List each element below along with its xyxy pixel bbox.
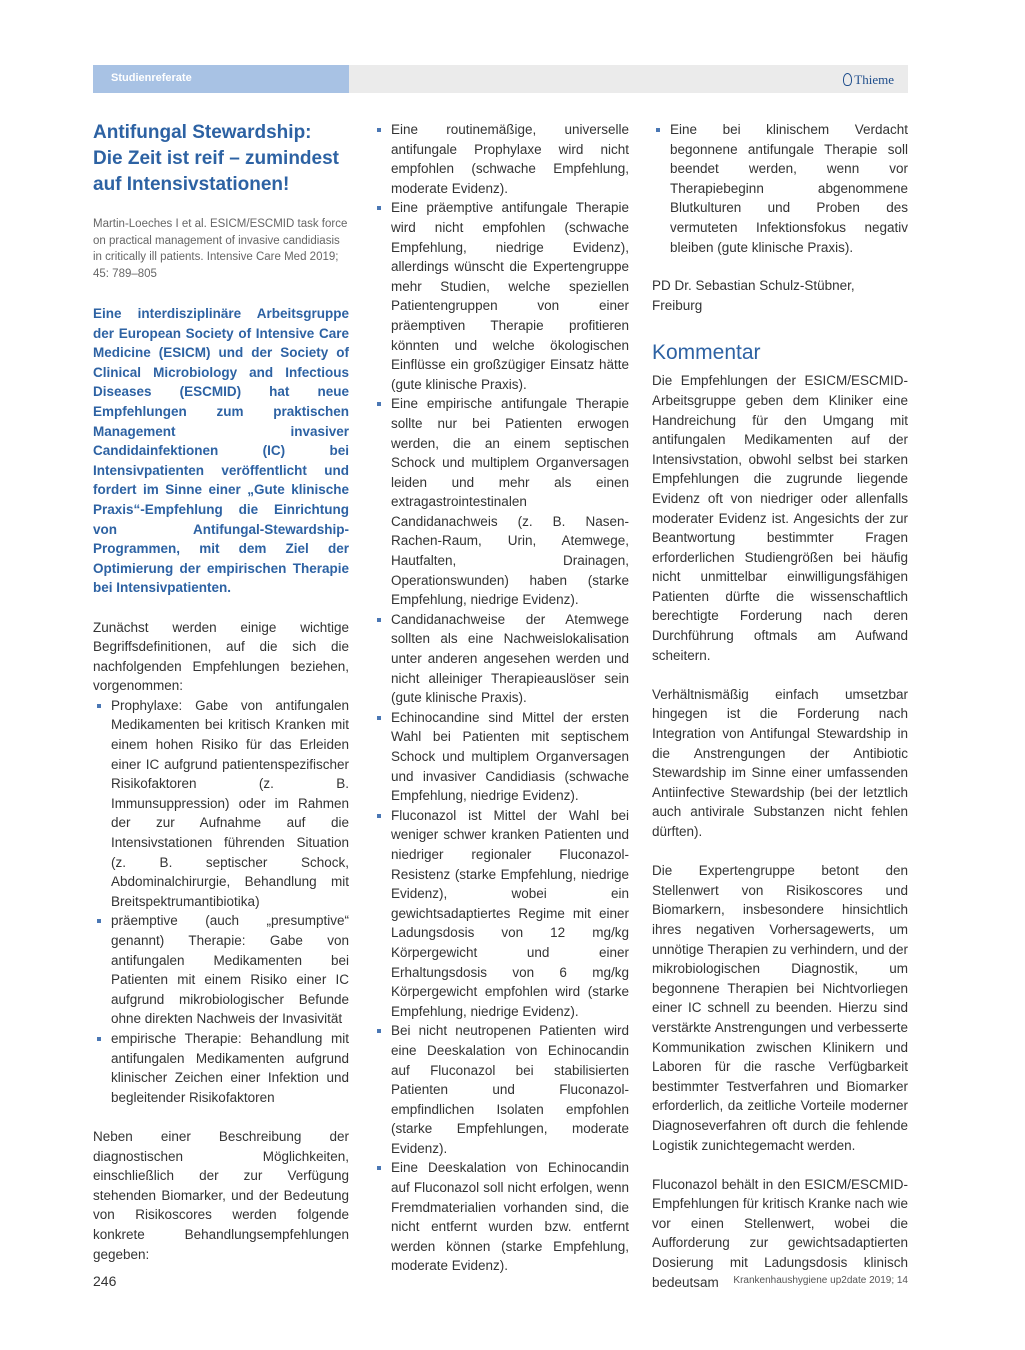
column-2 [373,120,629,1276]
commentary-paragraph: Die Expertengruppe betont den Stellenwert von Risikoscores und Biomarkern, insbesondere hinsichtlich ihres negativen Vorhersagewerts, um unnötige Therapien zu verhindern, und der mikrobiologischen Diagnostik, um begonnene Therapien bei Nichtvorliegen einer IC schnell zu beenden. Hierzu sind verstärkte Anstrengungen und verbesserte Kommunikation zwischen Klinikern und Laboren für die rasche Verfügbarkeit bestimmter Testverfahren und Biomarker erforderlich, da zeitliche Vorteile moderner Diagnoseverfahren oft durch die fehlende Logistik zunichtegemacht werden. [652,863,908,1153]
list-item: Eine bei klinischem Verdacht begonnene antifungale Therapie soll beendet werden, wenn vor Therapiebeginn abgenommene Blutkulturen und Proben des vermuteten Infektionsfokus negativ bleiben (gute klinische Praxis). [652,120,908,257]
thieme-logo-icon [843,73,852,86]
title-line: auf Intensivstationen! [93,174,290,195]
list-item: Fluconazol ist Mittel der Wahl bei weniger schwer kranken Patienten und niedriger regionaler Fluconazol-Resistenz (starke Empfehlung, niedrige Evidenz), wobei ein gewichtsadaptiertes Regime mit einer Ladungsdosis von 12 mg/kg Körpergewicht und einer Erhaltungsdosis von 6 mg/kg Körpergewicht empfohlen wird (starke Empfehlung, niedrige Evidenz). [373,806,629,1022]
article-abstract: Eine interdisziplinäre Arbeitsgruppe der European Society of Intensive Care Medicine (ESICM) und der Society of Clinical Microbiology and Infectious Diseases (ESCMID) hat neue Empfehlungen zum praktischen Management invasiver Candidainfektionen (IC) bei Intensivpatienten veröffentlicht und fordert im Sinne einer „Gute klinische Praxis“-Empfehlung die Einrichtung von Antifungal-Stewardship-Programmen, mit dem Ziel der Optimierung der empirischen Therapie bei Intensivpatienten. [93,306,349,596]
bridge-paragraph: Neben einer Beschreibung der diagnostischen Möglichkeiten, einschließlich der zur Verfügung stehenden Biomarker, und der Bedeutung von Risikoscores werden folgende konkrete Behandlungsempfehlungen gegeben: [93,1128,349,1262]
article-title [93,120,349,198]
title-line: Die Zeit ist reif – zumindest [93,148,339,169]
section-header-bar [93,65,349,93]
journal-citation: Krankenhaushygiene up2date 2019; 14 [733,1275,908,1286]
recommendations-list [373,120,629,1276]
list-item: präemptive (auch „presumptive“ genannt) Therapie: Gabe von antifungalen Medikamenten bei Patienten mit einem Risiko einer IC aufgrund mikrobiologischer Befunde ohne direkten Nachweis der Invasivität [93,911,349,1029]
commentary-paragraph: Fluconazol behält in den ESICM/ESCMID-Empfehlungen für kritisch Kranke nach wie vor einen Stellenwert, wobei die Aufforderung zur gewichtsadaptierten Dosierung mit Ladungsdosis klinisch bedeutsam [652,1176,908,1290]
list-item: Bei nicht neutropenen Patienten wird eine Deeskalation von Echinocandin auf Fluconazol bei stabilisierten Patienten und Fluconazol-empfindlichen Isolaten empfohlen (starke Empfehlungen, moderate Evidenz). [373,1021,629,1158]
article-reference: Martin-Loeches I et al. ESICM/ESCMID task force on practical management of invasive candidiasis in critically ill patients. Intensive Care Med 2019; 45: 789–805 [93,218,348,280]
definitions-list [93,696,349,1107]
commentary-paragraph: Verhältnismäßig einfach umsetzbar hingegen ist die Forderung nach Integration von Antifungal Stewardship in die Anstrengungen der Antibiotic Stewardship im Sinne einer umfassenden Antiinfective Stewardship (bei der letztlich auch antivirale Substanzen nicht fehlen dürften). [652,686,908,839]
title-line: Antifungal Stewardship: [93,122,312,143]
page-number: 246 [93,1273,117,1289]
publisher-logo [843,72,894,88]
list-item: Eine empirische antifungale Therapie sollte nur bei Patienten erwogen werden, die an einem septischen Schock und multiplem Organversagen leiden und mehr als einen extragastrointestinalen Candidanachweis (z. B. Nasen-Rachen-Raum, Urin, Atemwege, Hautfalten, Drainagen, Operationswunden) haben (starke Empfehlung, niedrige Evidenz). [373,394,629,610]
publisher-name: Thieme [854,72,894,87]
commentary-paragraph: Die Empfehlungen der ESICM/ESCMID-Arbeitsgruppe geben dem Kliniker eine Handreichung für den Umgang mit antifungalen Medikamenten auf der Intensivstation, obwohl selbst bei starken Empfehlungen die zugrunde liegende Evidenz oft von niedriger oder allenfalls moderater Evidenz ist. Angesichts der zur Beantwortung bestimmter Fragen erforderlichen Studiengrößen bei häufig nicht unmittelbar einwilligungsfähigen Patienten dürfte die wissenschaftlich berechtigte Forderung nach deren Durchführung oftmals am Aufwand scheitern. [652,373,908,663]
list-item: Eine präemptive antifungale Therapie wird nicht empfohlen (schwache Empfehlung, niedrige Evidenz), allerdings wünscht die Expertengruppe mehr Studien, welche speziellen Patientengruppen von einer präemptiven Therapie profitieren könnten und welche ökologischen Einflüsse ein großzügiger Einsatz hätte (gute klinische Praxis). [373,198,629,394]
publisher-header-bar [349,65,908,93]
column-3 [652,120,908,1292]
list-item: Candidanachweise der Atemwege sollten als eine Nachweislokalisation unter anderen angesehen werden und nicht alleiniger Therapieauslöser sein (gute klinische Praxis). [373,610,629,708]
column-1 [93,120,349,1264]
intro-paragraph: Zunächst werden einige wichtige Begriffsdefinitionen, auf die sich die nachfolgenden Empfehlungen beziehen, vorgenommen: [93,619,349,694]
section-label: Studienreferate [111,72,192,84]
author-line: PD Dr. Sebastian Schulz-Stübner, Freiburg [652,278,855,313]
list-item: Echinocandine sind Mittel der ersten Wahl bei Patienten mit septischem Schock und multiplem Organversagen und invasiver Candidiasis (schwache Empfehlung, niedrige Evidenz). [373,708,629,806]
list-item: Eine Deeskalation von Echinocandin auf Fluconazol soll nicht erfolgen, wenn Fremdmaterialien vorhanden sind, die nicht entfernt wurden bzw. entfernt werden können (starke Empfehlung, moderate Evidenz). [373,1158,629,1276]
list-item: Eine routinemäßige, universelle antifungale Prophylaxe wird nicht empfohlen (schwache Empfehlung, moderate Evidenz). [373,120,629,198]
commentary-heading: Kommentar [652,341,761,365]
list-item: Prophylaxe: Gabe von antifungalen Medikamenten bei kritisch Kranken mit einem hohen Risiko für das Erleiden einer IC aufgrund patientenspezifischer Risikofaktoren (z. B. Immunsuppression) oder im Rahmen der zur Aufnahme auf die Intensivstationen führenden Situation (z. B. septischer Schock, Abdominalchirurgie, Behandlung mit Breitspektrumantibiotika) [93,696,349,912]
list-item: empirische Therapie: Behandlung mit antifungalen Medikamenten aufgrund klinischer Zeichen einer Infektion und begleitender Risikofaktoren [93,1029,349,1107]
recommendations-list-continued [652,120,908,257]
